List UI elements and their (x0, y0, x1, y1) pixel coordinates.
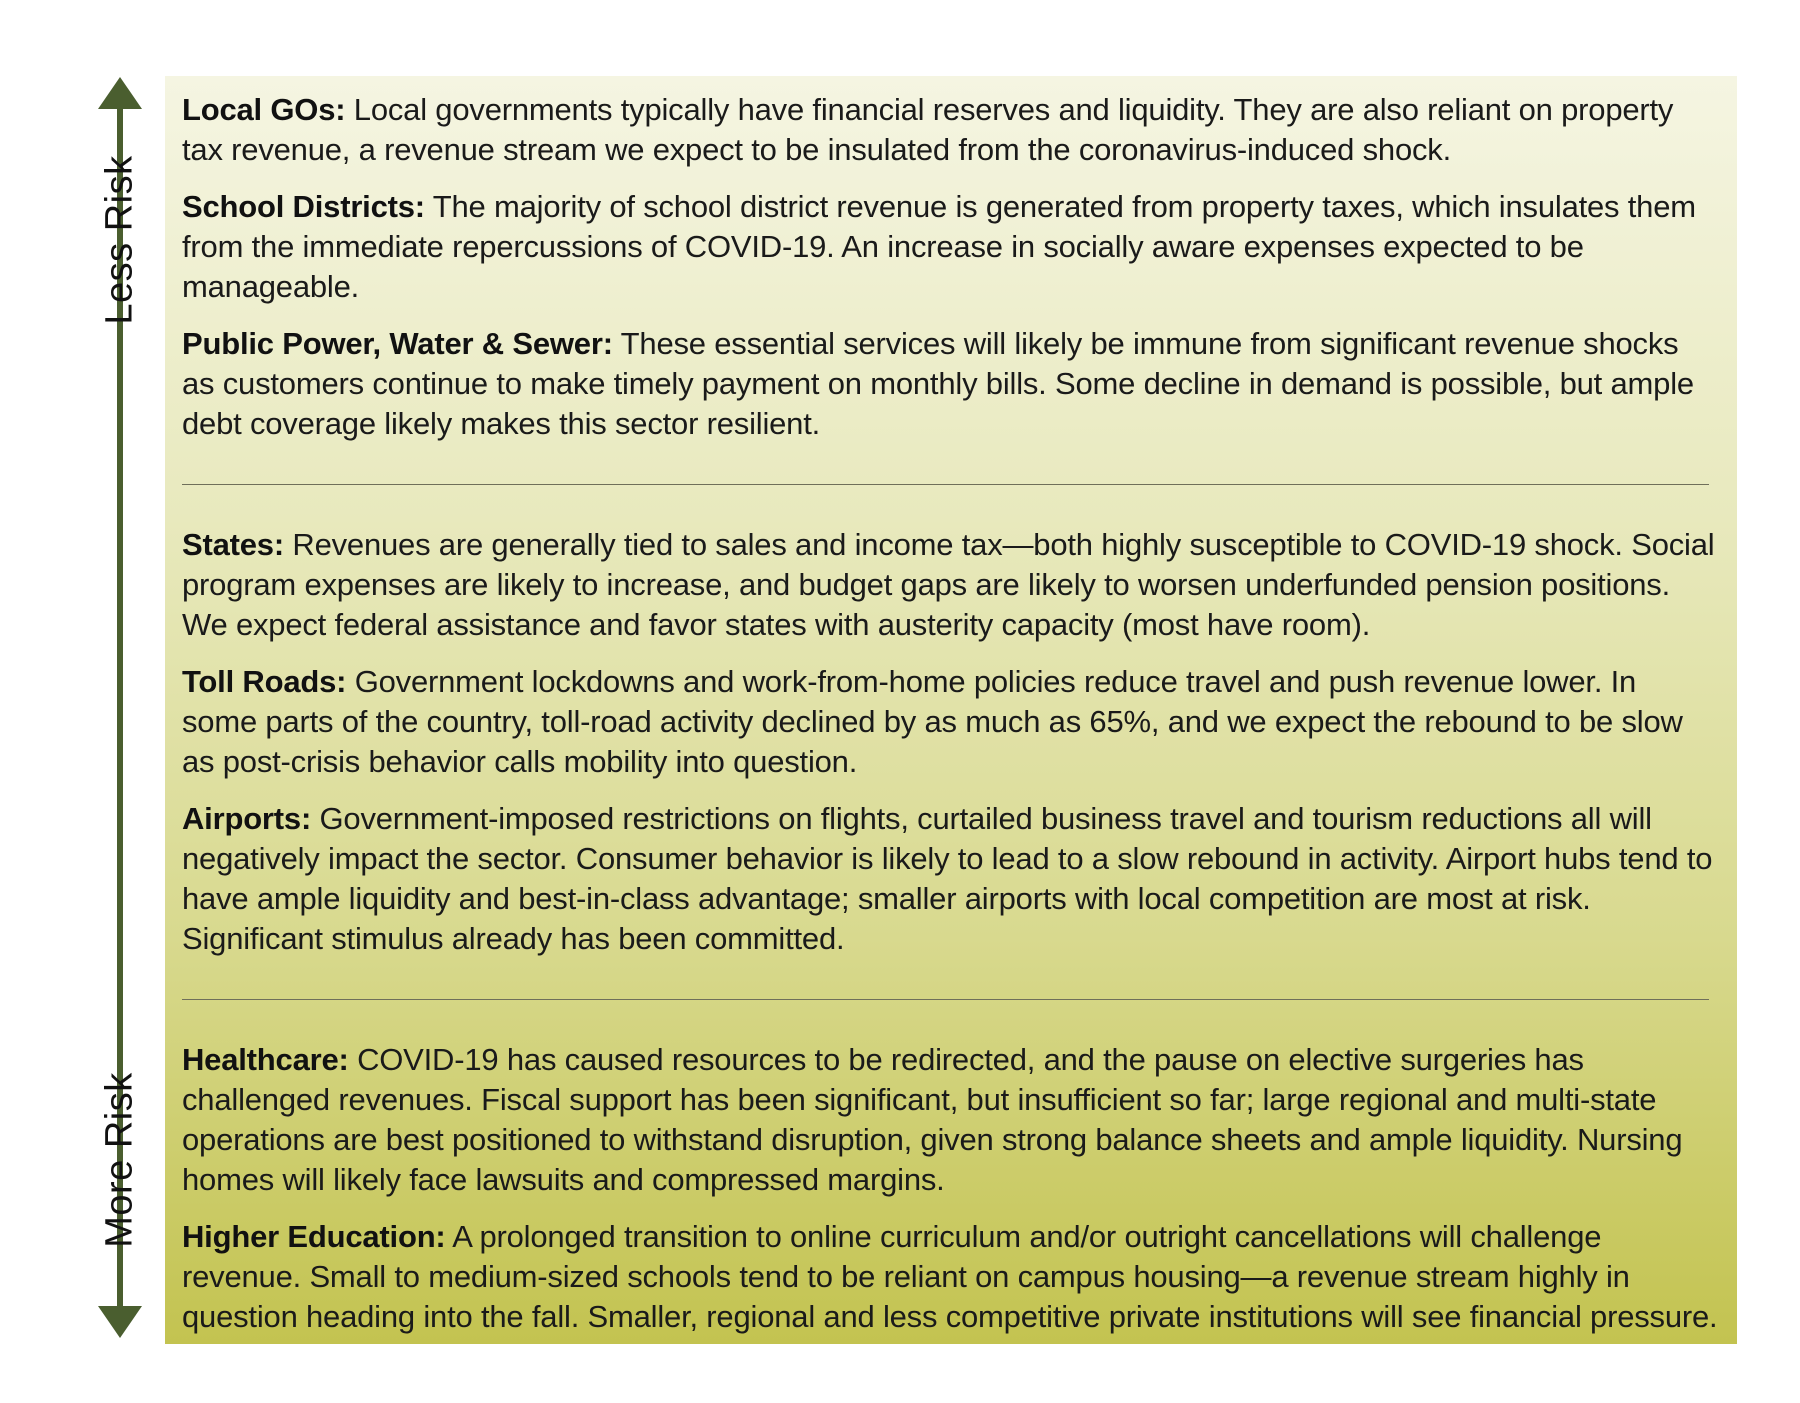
more-risk-label: More Risk (98, 1072, 141, 1248)
less-risk-label: Less Risk (98, 155, 141, 325)
sector-description: COVID-19 has caused resources to be redirected, and the pause on elective surgeries has challenged revenues. Fiscal support has been significant, but insufficient so far; large regional and multi-state operations are best positioned to withstand disruption, given strong balance sheets and ample liquidity. Nursing homes will likely face lawsuits and compressed margins. (182, 1042, 1683, 1197)
medium-risk-group (182, 525, 1719, 959)
sector-entry-higher-education (182, 1217, 1719, 1337)
sector-heading: School Districts: (182, 189, 425, 224)
sector-description: Local governments typically have financial reserves and liquidity. They are also reliant on property tax revenue, a revenue stream we expect to be insulated from the coronavirus-induced shock. (182, 92, 1674, 167)
sector-entry-airports (182, 799, 1719, 959)
sector-entry-healthcare (182, 1040, 1719, 1200)
sector-heading: Local GOs: (182, 92, 346, 127)
sector-entry-states (182, 525, 1719, 645)
sector-entry-toll-roads (182, 662, 1719, 782)
group-divider (182, 999, 1709, 1000)
sector-heading: Healthcare: (182, 1042, 349, 1077)
sector-description: Revenues are generally tied to sales and income tax—both highly susceptible to COVID-19 shock. Social program expenses are likely to increase, and budget gaps are likely to worsen underfunded pension positions. We expect federal assistance and favor states with austerity capacity (most have room). (182, 527, 1715, 642)
low-risk-group (182, 90, 1719, 444)
sector-description: Government lockdowns and work-from-home policies reduce travel and push revenue lower. In some parts of the country, toll-road activity declined by as much as 65%, and we expect the rebound to be slow as post-crisis behavior calls mobility into question. (182, 664, 1683, 779)
sector-entry-public-power (182, 324, 1719, 444)
group-divider (182, 484, 1709, 485)
sector-description: The majority of school district revenue is generated from property taxes, which insulates them from the immediate repercussions of COVID-19. An increase in socially aware expenses expected to be manageable. (182, 189, 1696, 304)
sector-description: Government-imposed restrictions on flights, curtailed business travel and tourism reductions all will negatively impact the sector. Consumer behavior is likely to lead to a slow rebound in activity. Airport hubs tend to have ample liquidity and best-in-class advantage; smaller airports with local competition are most at risk. Significant stimulus already has been committed. (182, 801, 1713, 956)
sector-heading: Higher Education: (182, 1219, 446, 1254)
sector-heading: Toll Roads: (182, 664, 347, 699)
sector-risk-panel (165, 76, 1737, 1344)
sector-description: A prolonged transition to online curriculum and/or outright cancellations will challenge revenue. Small to medium-sized schools tend to be reliant on campus housing—a revenue stream highly in question heading into the fall. Smaller, regional and less competitive private institutions will see financial pressure. (182, 1219, 1718, 1334)
sector-entry-school-districts (182, 187, 1719, 307)
up-arrowhead-icon (98, 77, 142, 109)
down-arrowhead-icon (98, 1306, 142, 1338)
sector-heading: Public Power, Water & Sewer: (182, 326, 613, 361)
sector-heading: States: (182, 527, 284, 562)
sector-heading: Airports: (182, 801, 312, 836)
sector-description: These essential services will likely be immune from significant revenue shocks as customers continue to make timely payment on monthly bills. Some decline in demand is possible, but ample debt coverage likely makes this sector resilient. (182, 326, 1694, 441)
risk-axis (95, 75, 145, 1340)
high-risk-group (182, 1040, 1719, 1337)
sector-entry-local-gos (182, 90, 1719, 170)
